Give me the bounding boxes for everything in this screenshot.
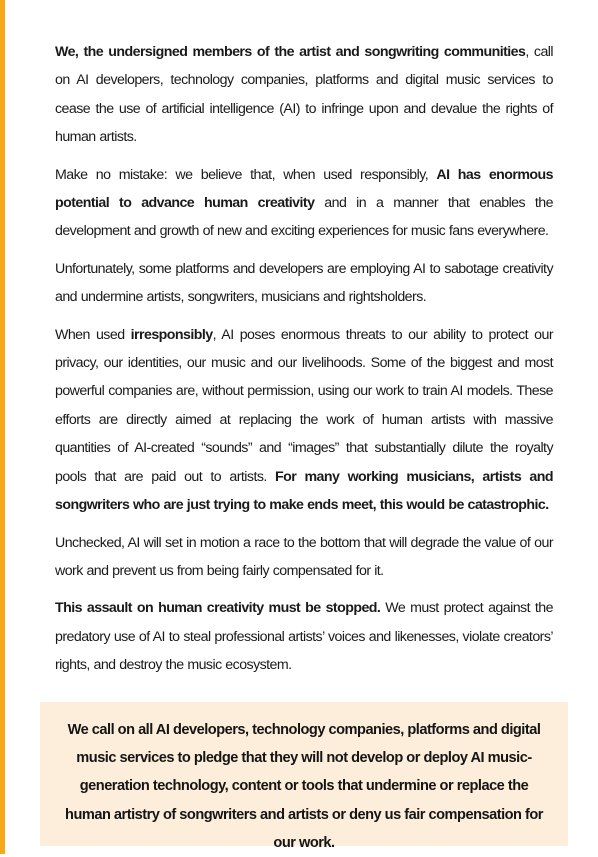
accent-bar xyxy=(0,0,5,854)
paragraph-intro-bold: We, the undersigned members of the artist and songwriting communities xyxy=(55,44,526,60)
pledge-callout-box xyxy=(40,702,568,851)
paragraph-intro-text: , call on AI developers, technology companies, platforms and digital music services to cease the use of artificial intelligence (AI) to infringe upon and devalue the rights of human artists. xyxy=(55,44,553,146)
paragraph-potential xyxy=(55,161,553,246)
paragraph-threats-bold-2: For many working musicians, artists and songwriters who are just trying to make ends meet, this would be catastrophic. xyxy=(55,468,553,514)
paragraph-potential-text-2: and in a manner that enables the development and growth of new and exciting experiences for music fans everywhere. xyxy=(55,195,553,240)
pledge-callout-text: We call on all AI developers, technology companies, platforms and digital music services to pledge that they will not develop or deploy AI music-generation technology, content or tools that undermine or replace the human artistry of songwriters and artists or deny us fair compensation for our work. xyxy=(65,722,543,851)
paragraph-sabotage xyxy=(55,255,553,312)
paragraph-potential-text-1: Make no mistake: we believe that, when used responsibly, xyxy=(55,166,437,183)
paragraph-intro xyxy=(55,38,553,152)
paragraph-potential-bold: AI has enormous potential to advance human creativity xyxy=(55,166,554,212)
paragraph-assault xyxy=(55,594,553,679)
open-letter-body xyxy=(55,38,553,689)
paragraph-unchecked xyxy=(55,529,553,586)
paragraph-assault-bold: This assault on human creativity must be stopped. xyxy=(55,600,381,617)
paragraph-threats xyxy=(55,321,553,520)
paragraph-threats-bold-1: irresponsibly xyxy=(130,326,213,343)
paragraph-threats-text-1: When used xyxy=(55,326,131,343)
paragraph-threats-text-2: , AI poses enormous threats to our ability to protect our privacy, our identities, our music and our livelihoods. Some of the biggest and most powerful companies are, without permission, using our work to train AI models. These efforts are directly aimed at replacing the work of human artists with massive quantities of AI-created “sounds” and “images” that substantially dilute the royalty pools that are paid out to artists. xyxy=(55,326,553,485)
paragraph-unchecked-text: Unchecked, AI will set in motion a race to the bottom that will degrade the value of our work and prevent us from being fairly compensated for it. xyxy=(55,534,553,579)
paragraph-assault-text: We must protect against the predatory use of AI to steal professional artists’ voices and likenesses, violate creators’ rights, and destroy the music ecosystem. xyxy=(55,600,553,674)
paragraph-sabotage-text: Unfortunately, some platforms and developers are employing AI to sabotage creativity and undermine artists, songwriters, musicians and rightsholders. xyxy=(55,260,553,306)
